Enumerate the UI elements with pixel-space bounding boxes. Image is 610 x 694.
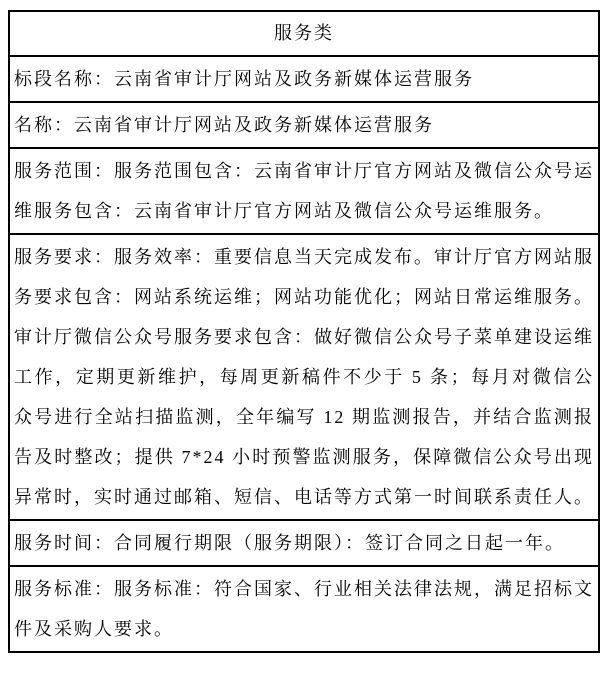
table-row-service-standard: 服务标准：服务标准：符合国家、行业相关法律法规，满足招标文件及采购人要求。: [10, 565, 598, 651]
table-header-service-category: 服务类: [274, 23, 334, 43]
table-row-service-scope: 服务范围：服务范围包含：云南省审计厅官方网站及微信公众号运维服务包含：云南省审计厅官方网站及微信公众号运维服务。: [10, 147, 598, 233]
table-row-bid-section-name: 标段名称：云南省审计厅网站及政务新媒体运营服务: [10, 55, 598, 101]
service-category-table: [8, 10, 600, 653]
table-row-name: 名称：云南省审计厅网站及政务新媒体运营服务: [10, 101, 598, 147]
table-row-service-time: 服务时间：合同履行期限（服务期限）：签订合同之日起一年。: [10, 519, 598, 565]
table-row-service-requirements: 服务要求：服务效率：重要信息当天完成发布。审计厅官方网站服务要求包含：网站系统运维；网站功能优化；网站日常运维服务。审计厅微信公众号服务要求包含：做好微信公众号子菜单建设运维工作，定期更新维护，每周更新稿件不少于 5 条；每月对微信公众号进行全站扫描监测，全年编写 12 期监测报告，并结合监测报告及时整改；提供 7*24 小时预警监测服务，保障微信公众号出现异常时，实时通过邮箱、短信、电话等方式第一时间联系责任人。: [10, 233, 598, 519]
